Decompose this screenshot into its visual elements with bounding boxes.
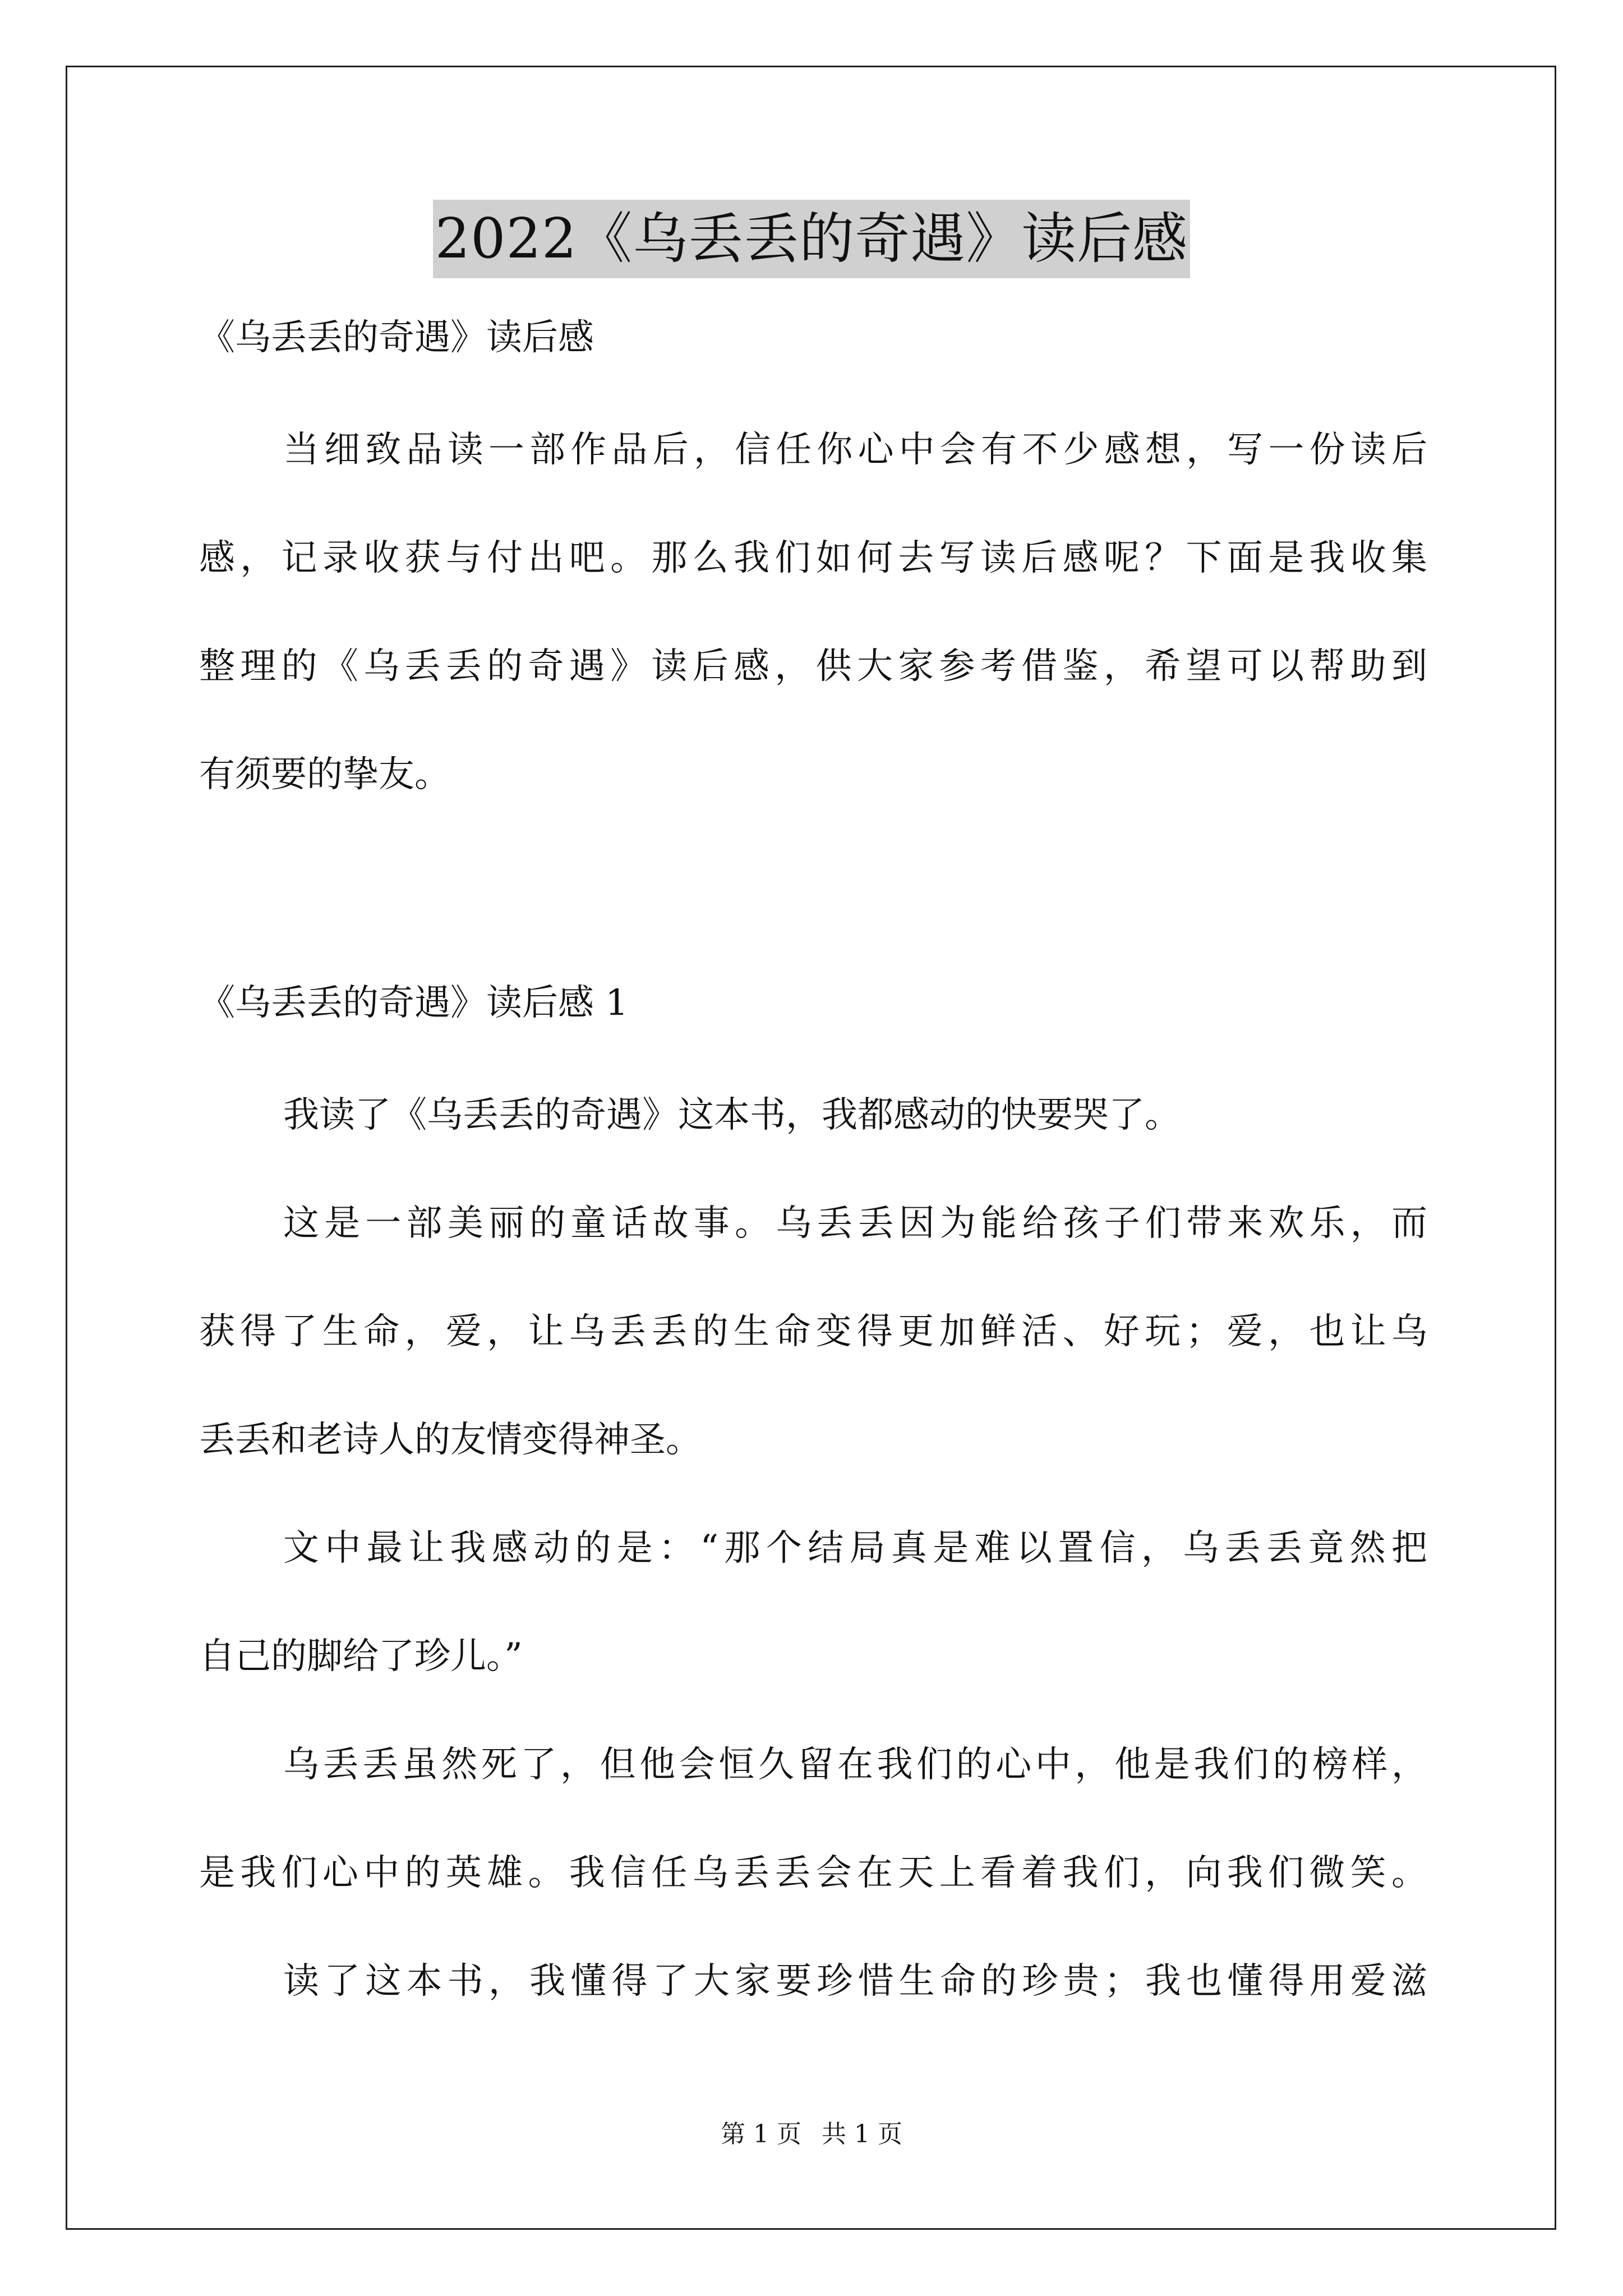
page-total: 共 1 页 bbox=[822, 2120, 902, 2148]
paragraph-line: 感，记录收获与付出吧。那么我们如何去写读后感呢？下面是我收集 bbox=[199, 537, 1427, 579]
document-title: 2022《乌丢丢的奇遇》读后感 bbox=[433, 200, 1190, 278]
paragraph-line: 是我们心中的英雄。我信任乌丢丢会在天上看着我们，向我们微笑。 bbox=[199, 1852, 1427, 1894]
paragraph-line: 丢丢和老诗人的友情变得神圣。 bbox=[199, 1419, 702, 1461]
page-number: 第 1 页 bbox=[721, 2120, 801, 2148]
paragraph-line: 当细致品读一部作品后，信任你心中会有不少感想，写一份读后 bbox=[283, 429, 1427, 471]
paragraph-line: 自己的脚给了珍儿。” bbox=[199, 1636, 523, 1677]
paragraph-line: 我读了《乌丢丢的奇遇》这本书，我都感动的快要哭了。 bbox=[283, 1094, 1181, 1136]
section-heading: 《乌丢丢的奇遇》读后感 1 bbox=[199, 982, 629, 1024]
paragraph-line: 有须要的挚友。 bbox=[199, 754, 450, 795]
page-footer bbox=[0, 2118, 1623, 2151]
paragraph-line: 乌丢丢虽然死了，但他会恒久留在我们的心中，他是我们的榜样， bbox=[283, 1744, 1427, 1786]
document-body bbox=[199, 304, 1427, 2056]
paragraph-line: 读了这本书，我懂得了大家要珍惜生命的珍贵；我也懂得用爱滋 bbox=[283, 1961, 1427, 2002]
paragraph-line: 整理的《乌丢丢的奇遇》读后感，供大家参考借鉴，希望可以帮助到 bbox=[199, 646, 1427, 687]
paragraph-line: 文中最让我感动的是：“那个结局真是难以置信，乌丢丢竟然把 bbox=[283, 1527, 1427, 1569]
intro-heading: 《乌丢丢的奇遇》读后感 bbox=[199, 317, 594, 358]
title-area bbox=[0, 200, 1623, 278]
paragraph-line: 获得了生命，爱，让乌丢丢的生命变得更加鲜活、好玩；爱，也让乌 bbox=[199, 1311, 1427, 1352]
paragraph-line: 这是一部美丽的童话故事。乌丢丢因为能给孩子们带来欢乐，而 bbox=[283, 1203, 1427, 1244]
